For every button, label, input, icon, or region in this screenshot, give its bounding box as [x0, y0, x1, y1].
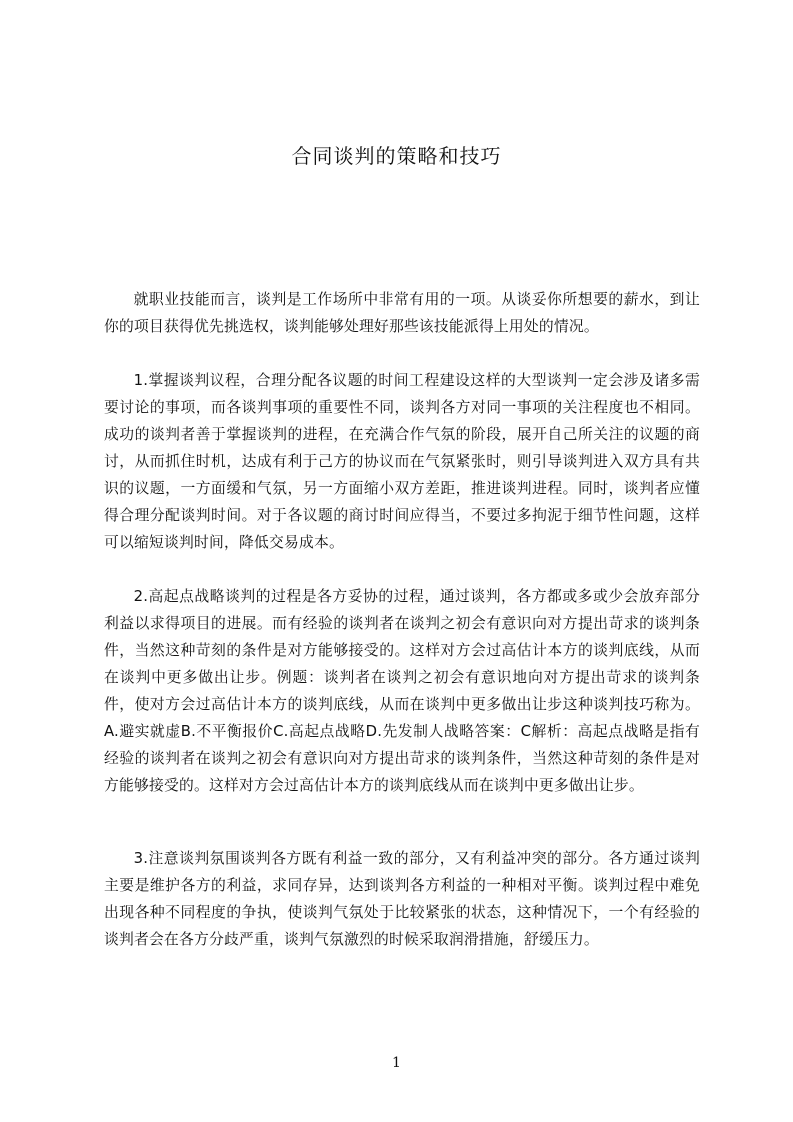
paragraph-atmosphere: 3.注意谈判氛围谈判各方既有利益一致的部分，又有利益冲突的部分。各方通过谈判主要是维护各方的利益，求同存异，达到谈判各方利益的一种相对平衡。谈判过程中难免出现各种不同程度的争执，使谈判气氛处于比较紧张的状态，这种情况下，一个有经验的谈判者会在各方分歧严重，谈判气氛激烈的时候采取润滑措施，舒缓压力。: [104, 850, 700, 948]
paragraph-high-start-strategy: 2.高起点战略谈判的过程是各方妥协的过程，通过谈判，各方都或多或少会放弃部分利益以求得项目的进展。而有经验的谈判者在谈判之初会有意识向对方提出苛求的谈判条件，当然这种苛刻的条件是对方能够接受的。这样对方会过高估计本方的谈判底线，从而在谈判中更多做出让步。例题：谈判者在谈判之初会有意识地向对方提出苛求的谈判条件，使对方会过高估计本方的谈判底线，从而在谈判中更多做出让步这种谈判技巧称为。A.避实就虚B.不平衡报价C.高起点战略D.先发制人战略答案：C解析：高起点战略是指有经验的谈判者在谈判之初会有意识向对方提出苛求的谈判条件，当然这种苛刻的条件是对方能够接受的。这样对方会过高估计本方的谈判底线从而在谈判中更多做出让步。: [104, 588, 700, 794]
document-title: 合同谈判的策略和技巧: [291, 144, 502, 168]
page-number: 1: [392, 1055, 401, 1071]
paragraph-intro: 就职业技能而言，谈判是工作场所中非常有用的一项。从谈妥你所想要的薪水，到让你的项目获得优先挑选权，谈判能够处理好那些该技能派得上用处的情况。: [104, 291, 700, 335]
paragraph-agenda: 1.掌握谈判议程，合理分配各议题的时间工程建设这样的大型谈判一定会涉及诸多需要讨论的事项，而各谈判事项的重要性不同，谈判各方对同一事项的关注程度也不相同。成功的谈判者善于掌握谈判的进程，在充满合作气氛的阶段，展开自己所关注的议题的商讨，从而抓住时机，达成有利于己方的协议而在气氛紧张时，则引导谈判进入双方具有共识的议题，一方面缓和气氛，另一方面缩小双方差距，推进谈判进程。同时，谈判者应懂得合理分配谈判时间。对于各议题的商讨时间应得当，不要过多拘泥于细节性问题，这样可以缩短谈判时间，降低交易成本。: [104, 372, 700, 551]
